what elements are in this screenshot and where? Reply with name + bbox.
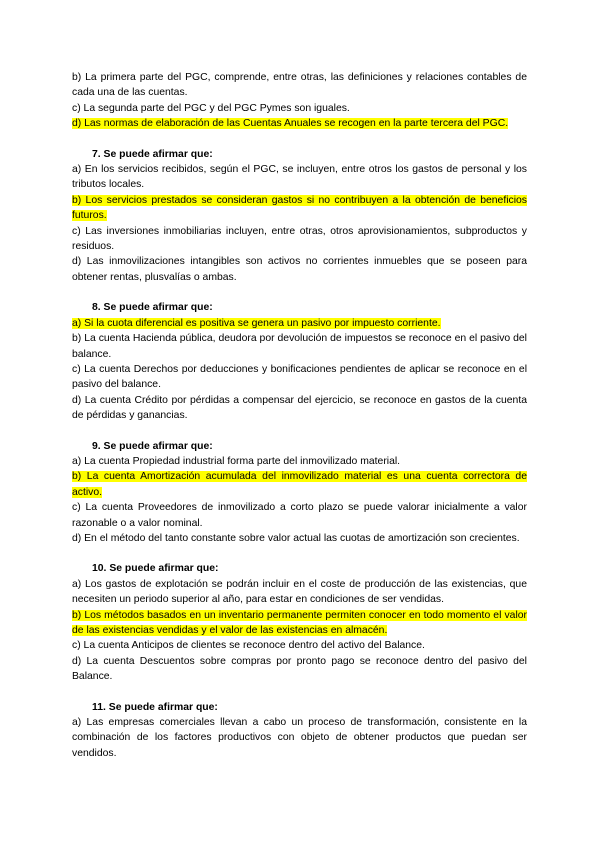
option-text: a) Los gastos de explotación se podrán incluir en el coste de producción de las existencias, que necesiten un periodo superior al año, para estar en condiciones de ser vendidas. bbox=[72, 578, 527, 606]
option-c bbox=[72, 500, 527, 531]
spacer bbox=[72, 132, 527, 147]
option-text: a) Las empresas comerciales llevan a cabo un proceso de transformación, consistente en la combinación de los factores productivos con objeto de obtener productos que puedan ser vendidos. bbox=[72, 717, 527, 759]
option-b-correct bbox=[72, 193, 527, 224]
question-6-continuation bbox=[72, 70, 527, 132]
option-d bbox=[72, 393, 527, 424]
option-d-correct bbox=[72, 116, 527, 131]
question-8 bbox=[72, 300, 527, 423]
spacer bbox=[72, 285, 527, 300]
option-b-correct bbox=[72, 608, 527, 639]
question-title: 7. Se puede afirmar que: bbox=[92, 148, 213, 160]
option-a bbox=[72, 454, 527, 469]
option-text: d) La cuenta Crédito por pérdidas a compensar del ejercicio, se reconoce en gastos de la cuenta de pérdidas y ganancias. bbox=[72, 394, 527, 422]
question-9 bbox=[72, 439, 527, 547]
highlighted-answer: b) Los servicios prestados se consideran gastos si no contribuyen a la obtención de beneficios futuros. bbox=[72, 194, 527, 222]
option-text: c) La segunda parte del PGC y del PGC Pymes son iguales. bbox=[72, 102, 350, 114]
option-a bbox=[72, 577, 527, 608]
option-text: a) La cuenta Propiedad industrial forma parte del inmovilizado material. bbox=[72, 455, 401, 467]
highlighted-answer: b) Los métodos basados en un inventario permanente permiten conocer en todo momento el valor de las existencias vendidas y el valor de las existencias en almacén. bbox=[72, 609, 527, 636]
spacer bbox=[72, 685, 527, 700]
option-c bbox=[72, 101, 527, 116]
highlighted-answer: d) Las normas de elaboración de las Cuentas Anuales se recogen en la parte tercera del PGC. bbox=[72, 118, 509, 130]
option-text: c) La cuenta Proveedores de inmovilizado a corto plazo se puede valorar inicialmente a valor razonable o a valor nominal. bbox=[72, 502, 527, 529]
option-a-correct bbox=[72, 316, 527, 331]
spacer bbox=[72, 424, 527, 439]
option-a bbox=[72, 715, 527, 761]
option-b bbox=[72, 331, 527, 362]
option-text: c) Las inversiones inmobiliarias incluyen, entre otras, otros aprovisionamientos, subproductos y residuos. bbox=[72, 225, 527, 253]
option-text: d) Las inmovilizaciones intangibles son activos no corrientes inmuebles que se poseen para obtener rentas, plusvalías o ambas. bbox=[72, 256, 527, 283]
option-text: c) La cuenta Derechos por deducciones y bonificaciones pendientes de aplicar se reconoce en el pasivo del balance. bbox=[72, 363, 527, 391]
option-c bbox=[72, 362, 527, 393]
spacer bbox=[72, 546, 527, 561]
question-10 bbox=[72, 561, 527, 684]
option-text: b) La cuenta Hacienda pública, deudora por devolución de impuestos se reconoce en el pasivo del balance. bbox=[72, 333, 527, 360]
option-text: c) La cuenta Anticipos de clientes se reconoce dentro del activo del Balance. bbox=[72, 640, 425, 652]
highlighted-answer: a) Si la cuota diferencial es positiva se genera un pasivo por impuesto corriente. bbox=[72, 317, 441, 329]
option-text: d) La cuenta Descuentos sobre compras por pronto pago se reconoce dentro del pasivo del Balance. bbox=[72, 655, 527, 683]
question-7 bbox=[72, 147, 527, 286]
option-text: b) La primera parte del PGC, comprende, entre otras, las definiciones y relaciones contables de cada una de las cuentas. bbox=[72, 72, 527, 99]
question-11 bbox=[72, 700, 527, 762]
option-text: a) En los servicios recibidos, según el PGC, se incluyen, entre otros los gastos de personal y los tributos locales. bbox=[72, 164, 527, 191]
option-c bbox=[72, 224, 527, 255]
question-title: 9. Se puede afirmar que: bbox=[92, 440, 213, 452]
option-b-correct bbox=[72, 469, 527, 500]
question-title: 10. Se puede afirmar que: bbox=[92, 563, 219, 575]
highlighted-answer: b) La cuenta Amortización acumulada del inmovilizado material es una cuenta correctora de activo. bbox=[72, 471, 527, 498]
option-d bbox=[72, 531, 527, 546]
document-page bbox=[72, 70, 527, 761]
option-a bbox=[72, 162, 527, 193]
option-text: d) En el método del tanto constante sobre valor actual las cuotas de amortización son crecientes. bbox=[72, 532, 520, 544]
question-title: 8. Se puede afirmar que: bbox=[92, 302, 213, 314]
option-b bbox=[72, 70, 527, 101]
option-d bbox=[72, 254, 527, 285]
question-title: 11. Se puede afirmar que: bbox=[92, 701, 218, 713]
option-d bbox=[72, 654, 527, 685]
option-c bbox=[72, 638, 527, 653]
